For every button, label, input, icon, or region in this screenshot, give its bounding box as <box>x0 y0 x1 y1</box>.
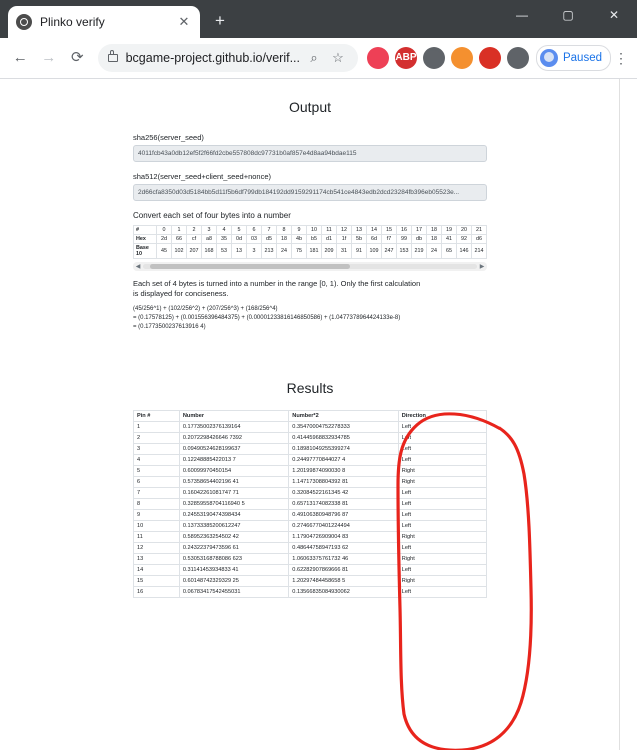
table-row <box>134 444 487 455</box>
byte-col-head: 6 <box>247 226 262 235</box>
byte-cell: 247 <box>382 244 397 259</box>
byte-cell: 3 <box>247 244 262 259</box>
server-seed-value[interactable]: 4011fcb43a0db12ef5f2f66fd2cbe557808dc97731b0af857e4d8aa94bdae115 <box>133 145 487 162</box>
cell-number2: 0.13566835084930062 <box>289 587 398 598</box>
convert-heading: Convert each set of four bytes into a number <box>133 211 291 220</box>
cell-direction: Left <box>398 444 486 455</box>
cell-number: 0.58952363254502 42 <box>179 532 288 543</box>
byte-col-head: 8 <box>277 226 292 235</box>
table-row <box>134 422 487 433</box>
puzzle-icon[interactable] <box>507 47 529 69</box>
byte-cell: d1 <box>322 235 337 244</box>
cell-number2: 0.32084522161345 42 <box>289 488 398 499</box>
byte-cell: 209 <box>322 244 337 259</box>
cell-number: 0.06783417542455031 <box>179 587 288 598</box>
scroll-track[interactable] <box>143 264 477 269</box>
cell-number2: 0.41445968832934785 <box>289 433 398 444</box>
table-row <box>134 543 487 554</box>
cell-pin: 6 <box>134 477 180 488</box>
new-tab-button[interactable]: + <box>215 11 225 30</box>
scroll-right-icon[interactable]: ▶ <box>479 264 485 270</box>
byte-table <box>133 225 487 259</box>
web-page <box>0 79 620 750</box>
scroll-left-icon[interactable]: ◀ <box>135 264 141 270</box>
byte-cell: 31 <box>337 244 352 259</box>
cell-direction: Right <box>398 576 486 587</box>
byte-row-label: Hex <box>134 235 157 244</box>
gear-extension-icon[interactable] <box>423 47 445 69</box>
byte-cell: 66 <box>172 235 187 244</box>
cell-number: 0.16042261081747 71 <box>179 488 288 499</box>
adblock-icon[interactable]: ABP <box>395 47 417 69</box>
fox-extension-icon[interactable] <box>451 47 473 69</box>
byte-cell: f7 <box>382 235 397 244</box>
results-table <box>133 410 487 598</box>
cell-number: 0.53053168788086 623 <box>179 554 288 565</box>
close-window-button[interactable]: ✕ <box>608 8 620 22</box>
reload-icon[interactable]: ⟳ <box>71 49 84 66</box>
byte-cell: 153 <box>397 244 412 259</box>
cell-number2: 0.35470004752278333 <box>289 422 398 433</box>
table-row <box>134 576 487 587</box>
byte-cell: 0d <box>232 235 247 244</box>
byte-cell: 213 <box>262 244 277 259</box>
results-col-number2: Number*2 <box>289 411 398 422</box>
cell-pin: 5 <box>134 466 180 477</box>
explanation-line-2: is displayed for conciseness. <box>133 289 229 299</box>
table-row <box>134 466 487 477</box>
cell-direction: Left <box>398 422 486 433</box>
globe-icon <box>16 14 32 30</box>
forward-icon[interactable]: → <box>41 49 57 66</box>
byte-cell: 2d <box>157 235 172 244</box>
byte-col-head: 16 <box>397 226 412 235</box>
table-row <box>134 433 487 444</box>
byte-cell: 65 <box>442 244 457 259</box>
byte-col-head: 11 <box>322 226 337 235</box>
byte-cell: 24 <box>277 244 292 259</box>
byte-cell: 35 <box>217 235 232 244</box>
byte-row-label: Base 10 <box>134 244 157 259</box>
avatar <box>540 49 558 67</box>
byte-cell: 181 <box>307 244 322 259</box>
lock-icon <box>108 54 118 62</box>
results-col-pin: Pin # <box>134 411 180 422</box>
cell-pin: 12 <box>134 543 180 554</box>
cell-number: 0.12248885422013 7 <box>179 455 288 466</box>
byte-table-container <box>133 225 487 259</box>
byte-cell: b5 <box>307 235 322 244</box>
cell-direction: Left <box>398 565 486 576</box>
cell-number2: 1.17904726909004 83 <box>289 532 398 543</box>
byte-cell: 18 <box>277 235 292 244</box>
byte-col-head: 7 <box>262 226 277 235</box>
page-content <box>133 79 487 598</box>
byte-cell: 13 <box>232 244 247 259</box>
cell-pin: 2 <box>134 433 180 444</box>
cell-direction: Left <box>398 587 486 598</box>
byte-cell: 99 <box>397 235 412 244</box>
cell-direction: Left <box>398 433 486 444</box>
search-icon[interactable]: ⌕ <box>310 50 318 65</box>
results-col-direction: Direction <box>398 411 486 422</box>
cell-number2: 1.14717308804392 81 <box>289 477 398 488</box>
address-bar[interactable] <box>98 44 358 72</box>
cell-number: 0.57358654402196 41 <box>179 477 288 488</box>
calculation-line: = (0.1773500237613916 4) <box>133 324 206 331</box>
byte-cell: 45 <box>157 244 172 259</box>
byte-cell: d5 <box>262 235 277 244</box>
cell-number: 0.60099970450154 <box>179 466 288 477</box>
cell-pin: 1 <box>134 422 180 433</box>
cell-pin: 7 <box>134 488 180 499</box>
byte-table-row <box>134 235 487 244</box>
cell-pin: 15 <box>134 576 180 587</box>
cell-number: 0.09490524628199637 <box>179 444 288 455</box>
calculation-line: = (0.17578125) + (0.001556396484375) + (0.00001233816146850586) + (1.0477378964424133e-8) <box>133 315 401 322</box>
cell-number: 0.24322379473596 61 <box>179 543 288 554</box>
cell-number2: 0.27466770401224494 <box>289 521 398 532</box>
browser-titlebar <box>0 0 637 38</box>
page-viewport <box>0 79 637 750</box>
cell-direction: Left <box>398 521 486 532</box>
cell-pin: 14 <box>134 565 180 576</box>
bookmark-star-icon[interactable]: ☆ <box>332 50 344 65</box>
table-row <box>134 455 487 466</box>
pocket-icon[interactable] <box>367 47 389 69</box>
close-icon[interactable]: ✕ <box>178 14 190 29</box>
byte-cell: 168 <box>202 244 217 259</box>
cell-number2: 0.18981049255399274 <box>289 444 398 455</box>
cell-number: 0.31141453934833 41 <box>179 565 288 576</box>
cell-pin: 8 <box>134 499 180 510</box>
byte-cell: 6d <box>367 235 382 244</box>
cell-pin: 16 <box>134 587 180 598</box>
byte-cell: 5b <box>352 235 367 244</box>
byte-cell: d6 <box>472 235 487 244</box>
cell-number: 0.60148742329329 25 <box>179 576 288 587</box>
byte-col-head: 17 <box>412 226 427 235</box>
byte-cell: 41 <box>442 235 457 244</box>
back-icon[interactable]: ← <box>12 49 28 66</box>
table-row <box>134 532 487 543</box>
byte-cell: 214 <box>472 244 487 259</box>
table-row <box>134 587 487 598</box>
byte-col-head: 10 <box>307 226 322 235</box>
byte-cell: 53 <box>217 244 232 259</box>
cell-number: 0.24553190474398434 <box>179 510 288 521</box>
cell-number: 0.13733385200612247 <box>179 521 288 532</box>
calculation-line: (45/256^1) + (102/256^2) + (207/256^3) + (168/256^4) <box>133 306 278 313</box>
window-controls <box>499 0 637 30</box>
byte-cell: 24 <box>427 244 442 259</box>
byte-cell: 146 <box>457 244 472 259</box>
cell-direction: Left <box>398 455 486 466</box>
cell-pin: 9 <box>134 510 180 521</box>
byte-table-row <box>134 244 487 259</box>
byte-col-head: 1 <box>172 226 187 235</box>
tab-title: Plinko verify <box>40 15 105 29</box>
results-col-number: Number <box>179 411 288 422</box>
minimize-button[interactable]: — <box>516 8 528 22</box>
browser-menu-icon[interactable]: ⋮ <box>614 49 628 66</box>
cell-pin: 13 <box>134 554 180 565</box>
cell-direction: Left <box>398 543 486 554</box>
byte-cell: 03 <box>247 235 262 244</box>
byte-col-head: 4 <box>217 226 232 235</box>
table-row <box>134 554 487 565</box>
cell-pin: 4 <box>134 455 180 466</box>
byte-cell: 75 <box>292 244 307 259</box>
cell-number2: 1.06063375761732 46 <box>289 554 398 565</box>
cell-number2: 0.24497770844027 4 <box>289 455 398 466</box>
results-header-row <box>134 411 487 422</box>
byte-col-head: 9 <box>292 226 307 235</box>
byte-col-head: 20 <box>457 226 472 235</box>
byte-col-head: 2 <box>187 226 202 235</box>
byte-cell: 219 <box>412 244 427 259</box>
table-row <box>134 477 487 488</box>
profile-status-label: Paused <box>562 52 602 64</box>
table-row <box>134 488 487 499</box>
cell-pin: 3 <box>134 444 180 455</box>
record-extension-icon[interactable] <box>479 47 501 69</box>
byte-cell: 102 <box>172 244 187 259</box>
cell-number: 0.17735002376139164 <box>179 422 288 433</box>
byte-col-head: 5 <box>232 226 247 235</box>
byte-table-header-row <box>134 226 487 235</box>
cell-direction: Right <box>398 466 486 477</box>
server-seed-label: sha256(server_seed) <box>133 133 204 142</box>
browser-tab[interactable] <box>8 6 200 38</box>
byte-cell: 4b <box>292 235 307 244</box>
combined-hash-label: sha512(server_seed+client_seed+nonce) <box>133 172 272 181</box>
byte-col-head: 0 <box>157 226 172 235</box>
profile-paused-chip[interactable] <box>536 45 611 71</box>
url-text: bcgame-project.github.io/verif... <box>125 51 300 65</box>
byte-cell: 109 <box>367 244 382 259</box>
cell-direction: Left <box>398 488 486 499</box>
byte-col-head: 13 <box>352 226 367 235</box>
byte-table-horizontal-scrollbar[interactable] <box>133 262 487 271</box>
cell-direction: Right <box>398 554 486 565</box>
byte-col-head: 18 <box>427 226 442 235</box>
combined-hash-value[interactable]: 2d66cfa8350d03d5184bb5d11f5b6df799db184192dd9159291174cb541ce4843edb2dcd23284fb396eb05523e... <box>133 184 487 201</box>
byte-cell: cf <box>187 235 202 244</box>
page-right-gutter <box>619 79 637 750</box>
scroll-thumb[interactable] <box>150 264 350 269</box>
cell-direction: Left <box>398 510 486 521</box>
cell-number: 0.32859558704116940 5 <box>179 499 288 510</box>
cell-number2: 0.62282907869666 81 <box>289 565 398 576</box>
page-title: Output <box>288 99 332 115</box>
results-heading: Results <box>286 380 334 397</box>
table-row <box>134 521 487 532</box>
cell-number2: 0.49106380948796 87 <box>289 510 398 521</box>
byte-cell: a8 <box>202 235 217 244</box>
browser-toolbar <box>0 38 637 79</box>
byte-cell: 92 <box>457 235 472 244</box>
cell-direction: Right <box>398 477 486 488</box>
byte-col-head: 12 <box>337 226 352 235</box>
byte-col-head: 19 <box>442 226 457 235</box>
byte-col-head: 14 <box>367 226 382 235</box>
maximize-button[interactable]: ▢ <box>562 8 574 22</box>
byte-cell: db <box>412 235 427 244</box>
cell-number2: 0.65713174082338 81 <box>289 499 398 510</box>
byte-cell: 18 <box>427 235 442 244</box>
table-row <box>134 499 487 510</box>
cell-pin: 10 <box>134 521 180 532</box>
byte-col-head: # <box>134 226 157 235</box>
byte-col-head: 3 <box>202 226 217 235</box>
byte-cell: 207 <box>187 244 202 259</box>
explanation-line-1: Each set of 4 bytes is turned into a number in the range [0, 1). Only the first calculation <box>133 279 421 288</box>
cell-direction: Right <box>398 532 486 543</box>
cell-number: 0.2072298426646 7392 <box>179 433 288 444</box>
byte-cell: 91 <box>352 244 367 259</box>
calculation-block <box>133 305 487 332</box>
cell-direction: Left <box>398 499 486 510</box>
byte-col-head: 21 <box>472 226 487 235</box>
cell-number2: 0.48644758947193 62 <box>289 543 398 554</box>
table-row <box>134 565 487 576</box>
cell-pin: 11 <box>134 532 180 543</box>
cell-number2: 1.20297484458658 5 <box>289 576 398 587</box>
byte-cell: 1f <box>337 235 352 244</box>
cell-number2: 1.20199874090030 8 <box>289 466 398 477</box>
explanation-text <box>133 279 487 299</box>
table-row <box>134 510 487 521</box>
byte-col-head: 15 <box>382 226 397 235</box>
